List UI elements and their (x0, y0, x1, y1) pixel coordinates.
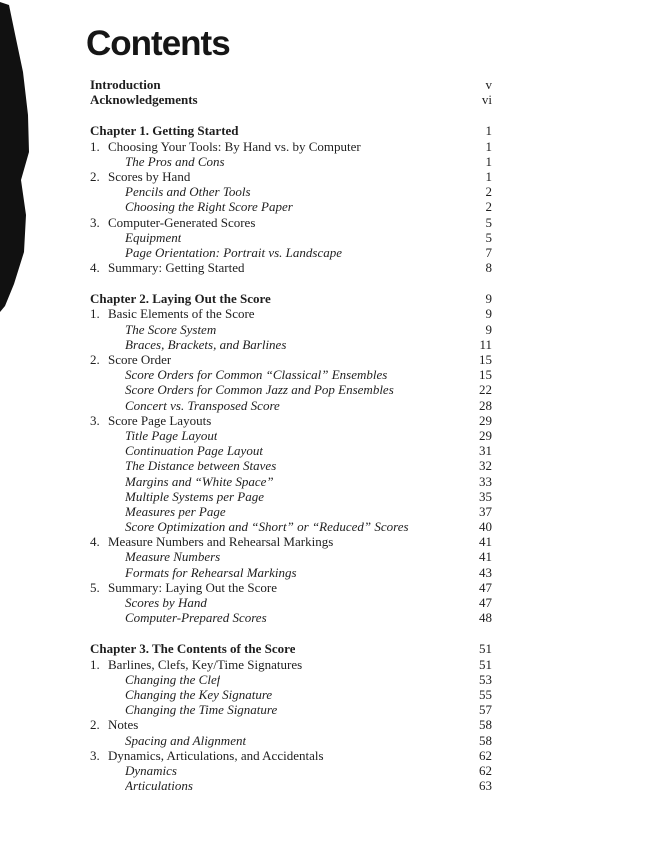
entry-title (125, 687, 272, 702)
entry-title (125, 733, 246, 748)
entry-title (125, 398, 280, 413)
entry-title (125, 322, 216, 337)
page-number: 63 (479, 778, 492, 794)
entry-title (90, 123, 239, 138)
page-number: 51 (479, 656, 492, 672)
toc-item-row (90, 657, 492, 672)
entry-text: Dynamics, Articulations, and Accidentals (108, 747, 324, 763)
page-number: 33 (479, 473, 492, 489)
page-number: 11 (479, 336, 492, 352)
entry-title (125, 245, 342, 260)
toc-subitem-row (90, 702, 492, 717)
entry-title (90, 534, 333, 549)
page-number: 9 (485, 291, 492, 307)
entry-number: 4. (90, 260, 100, 276)
entry-text: Articulations (125, 778, 193, 794)
entry-title (90, 748, 324, 763)
toc-subitem-row (90, 230, 492, 245)
entry-number: 2. (90, 168, 100, 184)
page-number: 47 (479, 595, 492, 610)
entry-number: 3. (90, 747, 100, 763)
entry-number: 3. (90, 214, 100, 230)
page-number: 43 (479, 564, 492, 580)
page-number: 37 (479, 503, 492, 519)
toc-subitem-row (90, 428, 492, 443)
toc-subitem-row (90, 763, 492, 778)
page-number: 8 (485, 260, 492, 276)
page-number: 35 (479, 488, 492, 504)
entry-text: Page Orientation: Portrait vs. Landscape (125, 244, 343, 260)
entry-number: 2. (90, 717, 100, 733)
toc-item-row (90, 580, 492, 595)
toc-item-row (90, 306, 492, 321)
toc-subitem-row (90, 687, 492, 702)
entry-title (90, 413, 211, 428)
entry-title (90, 717, 138, 732)
entry-title (125, 504, 226, 519)
toc-subitem-row (90, 489, 492, 504)
entry-title (125, 184, 251, 199)
entry-title (125, 230, 181, 245)
page-number: 2 (485, 184, 492, 200)
entry-number: 3. (90, 412, 100, 428)
page-number: 31 (479, 443, 492, 459)
page-number: 47 (479, 579, 492, 595)
toc-subitem-row (90, 398, 492, 413)
toc-item-row (90, 139, 492, 154)
entry-title (125, 778, 193, 793)
toc-subitem-row (90, 549, 492, 564)
entry-text: Computer-Generated Scores (108, 214, 256, 230)
entry-title (90, 169, 190, 184)
toc-subitem-row (90, 519, 492, 534)
toc-subitem-row (90, 778, 492, 793)
entry-text: Acknowledgements (90, 92, 198, 108)
entry-text: Equipment (125, 229, 182, 245)
entry-title (90, 139, 361, 154)
scan-edge-shape (0, 2, 29, 312)
entry-title (125, 428, 217, 443)
entry-text: Choosing the Right Score Paper (125, 199, 293, 215)
page-number: 9 (485, 306, 492, 322)
page-number: 1 (485, 138, 492, 154)
page-number: 15 (479, 352, 492, 367)
entry-title (125, 672, 220, 687)
page-number: 28 (479, 397, 492, 413)
entry-title (125, 595, 207, 610)
entry-title (125, 610, 267, 625)
entry-title (125, 489, 264, 504)
entry-title (125, 474, 274, 489)
toc-subitem-row (90, 199, 492, 214)
entry-text: Choosing Your Tools: By Hand vs. by Computer (108, 138, 361, 154)
entry-title (125, 519, 409, 534)
entry-title (125, 199, 293, 214)
page-number: 29 (479, 412, 492, 428)
entry-title (125, 154, 225, 169)
entry-text: Score Order (108, 352, 172, 367)
page-number: 62 (479, 762, 492, 778)
entry-text: Braces, Brackets, and Barlines (125, 336, 287, 352)
entry-text: Computer-Prepared Scores (125, 610, 267, 626)
page-number: 57 (479, 702, 492, 718)
entry-title (90, 92, 198, 107)
page-number: 58 (479, 732, 492, 748)
toc-subitem-row (90, 504, 492, 519)
page-number: 41 (479, 534, 492, 550)
toc-item-row (90, 413, 492, 428)
entry-text: Chapter 2. Laying Out the Score (90, 291, 271, 307)
toc-item-row (90, 169, 492, 184)
entry-text: Measure Numbers and Rehearsal Markings (108, 534, 334, 550)
toc-subitem-row (90, 672, 492, 687)
page-number: 51 (479, 641, 492, 657)
page-number: 32 (479, 458, 492, 474)
entry-text: Score Orders for Common “Classical” Ensembles (125, 367, 388, 383)
page-number: 55 (479, 686, 492, 702)
entry-text: Score Page Layouts (108, 412, 212, 428)
entry-text: Summary: Laying Out the Score (108, 579, 277, 595)
toc-subitem-row (90, 595, 492, 610)
toc-item-row (90, 260, 492, 275)
entry-title (90, 260, 244, 275)
entry-text: Measure Numbers (125, 549, 221, 565)
entry-title (125, 382, 394, 397)
entry-text: Changing the Time Signature (125, 702, 278, 718)
page-number: 5 (485, 214, 492, 230)
scan-edge-artifact (0, 0, 34, 320)
page-number: 53 (479, 671, 492, 687)
page-number: 7 (485, 244, 492, 260)
entry-text: Changing the Clef (125, 671, 221, 687)
page-number: 5 (485, 229, 492, 245)
page-title: Contents (86, 24, 230, 63)
toc-subitem-row (90, 474, 492, 489)
entry-text: Notes (108, 717, 139, 733)
entry-text: Chapter 1. Getting Started (90, 123, 239, 139)
entry-text: Basic Elements of the Score (108, 306, 255, 322)
entry-text: Multiple Systems per Page (125, 488, 264, 504)
toc-item-row (90, 215, 492, 230)
page-number: v (485, 77, 492, 92)
chapter-heading-row (90, 123, 492, 138)
entry-text: The Distance between Staves (125, 458, 277, 474)
page-number: 58 (479, 717, 492, 733)
toc-item-row (90, 352, 492, 367)
entry-text: Summary: Getting Started (108, 260, 245, 276)
toc-subitem-row (90, 610, 492, 625)
entry-title (90, 580, 277, 595)
entry-text: Pencils and Other Tools (125, 184, 251, 200)
entry-text: Formats for Rehearsal Markings (125, 564, 297, 580)
toc-subitem-row (90, 733, 492, 748)
entry-text: Spacing and Alignment (125, 732, 247, 748)
entry-text: Scores by Hand (108, 168, 191, 184)
page-number: 1 (485, 168, 492, 184)
entry-text: Changing the Key Signature (125, 686, 273, 702)
toc-item-row (90, 748, 492, 763)
front-matter-row (90, 92, 492, 107)
entry-title (125, 367, 387, 382)
toc-subitem-row (90, 154, 492, 169)
toc-list (90, 77, 492, 793)
entry-title (125, 443, 263, 458)
entry-number: 1. (90, 306, 100, 322)
page-number: 1 (485, 123, 492, 139)
entry-title (90, 352, 171, 367)
toc-subitem-row (90, 245, 492, 260)
entry-text: The Pros and Cons (125, 153, 225, 169)
entry-text: Title Page Layout (125, 427, 218, 443)
entry-text: Chapter 3. The Contents of the Score (90, 641, 296, 657)
entry-title (90, 77, 161, 92)
toc-subitem-row (90, 337, 492, 352)
entry-text: Introduction (90, 77, 161, 92)
toc-item-row (90, 534, 492, 549)
page-number: 2 (485, 199, 492, 215)
toc-subitem-row (90, 322, 492, 337)
entry-title (90, 306, 255, 321)
entry-title (90, 657, 302, 672)
chapter-heading-row (90, 291, 492, 306)
toc-subitem-row (90, 443, 492, 458)
entry-title (90, 215, 255, 230)
page-number: 22 (479, 382, 492, 398)
entry-title (125, 702, 277, 717)
entry-title (90, 291, 271, 306)
toc-subitem-row (90, 565, 492, 580)
entry-title (125, 549, 220, 564)
page-number: 29 (479, 427, 492, 443)
entry-title (125, 565, 297, 580)
entry-text: The Score System (125, 321, 217, 337)
entry-text: Dynamics (125, 762, 177, 778)
page-number: 1 (485, 153, 492, 169)
entry-number: 2. (90, 352, 100, 367)
entry-text: Scores by Hand (125, 595, 207, 610)
toc-item-row (90, 717, 492, 732)
page-number: 9 (485, 321, 492, 337)
chapter-heading-row (90, 641, 492, 656)
toc-subitem-row (90, 184, 492, 199)
entry-title (125, 763, 177, 778)
entry-title (90, 641, 295, 656)
entry-number: 5. (90, 579, 100, 595)
entry-text: Score Optimization and “Short” or “Reduced” Scores (125, 519, 409, 535)
entry-number: 4. (90, 534, 100, 550)
entry-number: 1. (90, 138, 100, 154)
toc-subitem-row (90, 382, 492, 397)
entry-text: Concert vs. Transposed Score (125, 397, 280, 413)
front-matter-row (90, 77, 492, 92)
entry-title (125, 337, 286, 352)
entry-number: 1. (90, 656, 100, 672)
toc-subitem-row (90, 458, 492, 473)
toc-subitem-row (90, 367, 492, 382)
page-number: 48 (479, 610, 492, 626)
page-number: 40 (479, 519, 492, 535)
entry-text: Measures per Page (125, 503, 226, 519)
entry-title (125, 458, 276, 473)
entry-text: Margins and “White Space” (125, 473, 274, 489)
page-number: 15 (479, 367, 492, 383)
page-number: 62 (479, 747, 492, 763)
entry-text: Continuation Page Layout (125, 443, 263, 459)
entry-text: Barlines, Clefs, Key/Time Signatures (108, 656, 303, 672)
page-number: 41 (479, 549, 492, 565)
entry-text: Score Orders for Common Jazz and Pop Ensembles (125, 382, 394, 398)
page-number: vi (481, 92, 492, 108)
